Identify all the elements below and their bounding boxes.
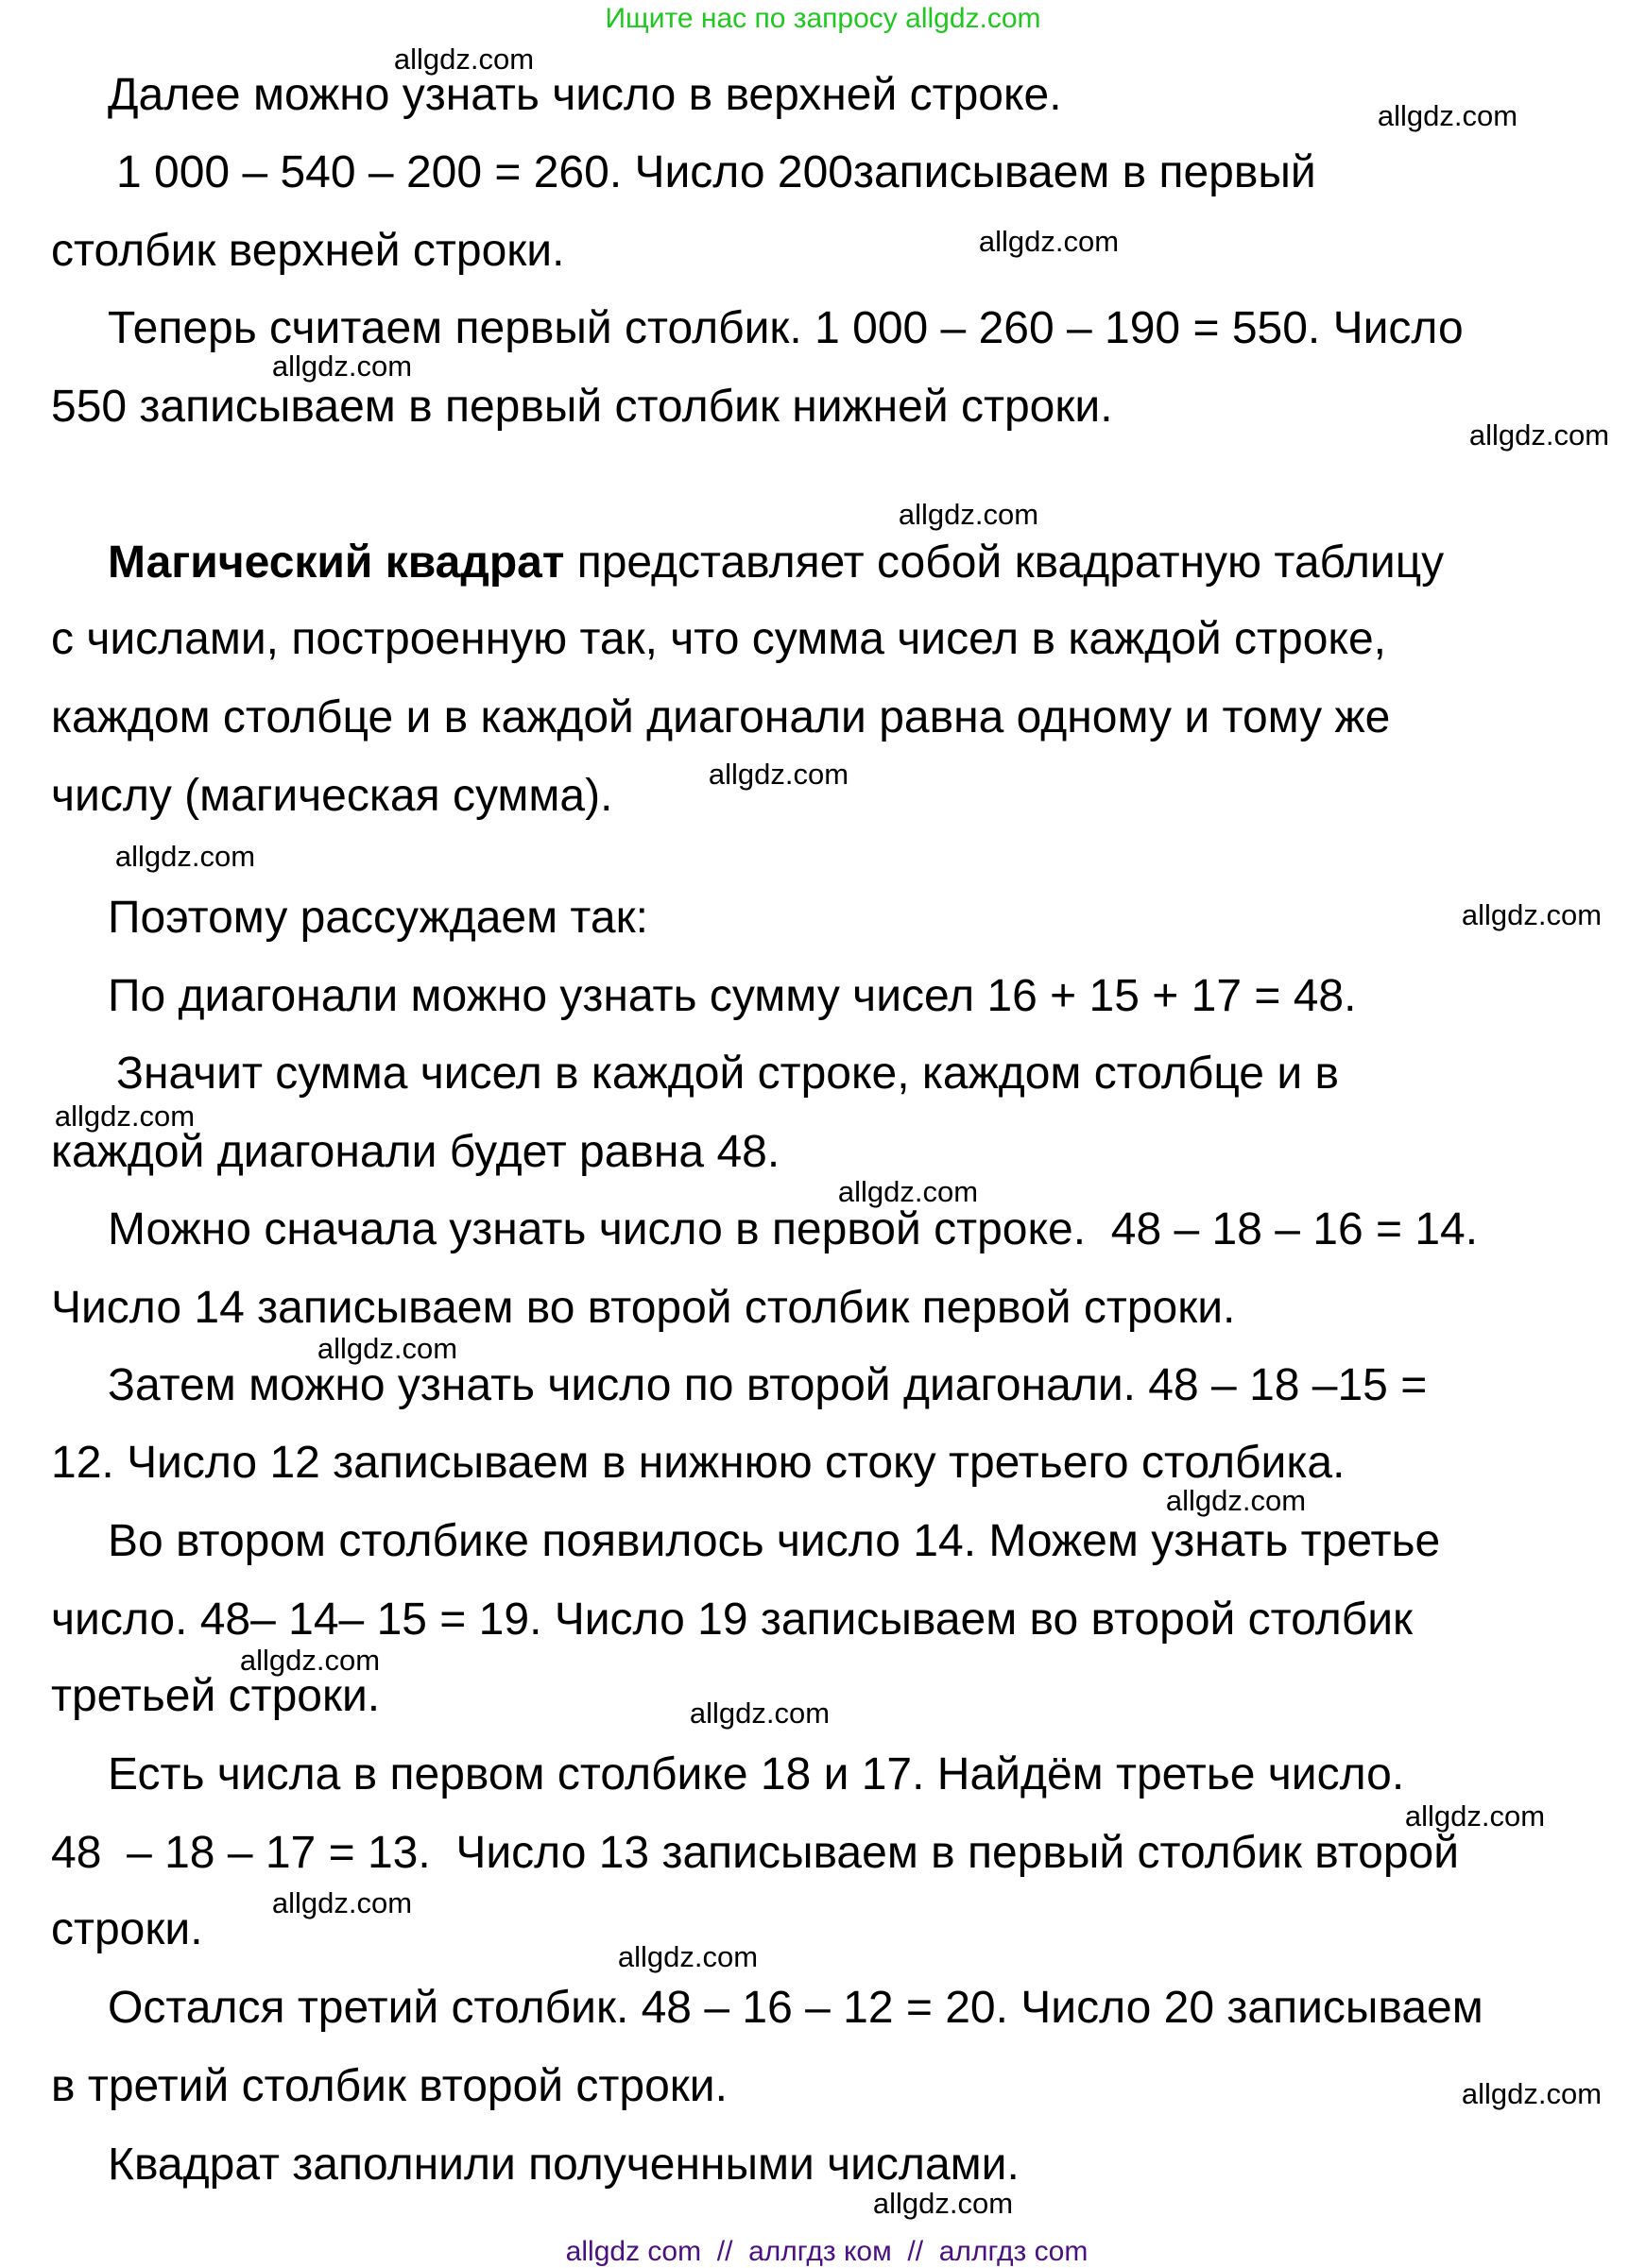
- text-line: [108, 1516, 1441, 1566]
- text-line-content: Можно сначала узнать число в первой строке. 48 – 18 – 16 = 14.: [108, 1204, 1479, 1254]
- watermark: allgdz.com: [317, 1332, 458, 1365]
- text-line-content: Квадрат заполнили полученными числами.: [108, 2140, 1020, 2190]
- text-line: [51, 1828, 1460, 1878]
- text-line: [108, 971, 1357, 1021]
- watermark: allgdz.com: [271, 1886, 413, 1919]
- text-line: [108, 537, 1445, 588]
- text-line: [108, 1360, 1428, 1410]
- text-line-content: число. 48– 14– 15 = 19. Число 19 записываем во второй столбик: [51, 1594, 1414, 1645]
- text-line-content: 48 – 18 – 17 = 13. Число 13 записываем в первый столбик второй: [51, 1828, 1460, 1878]
- watermark: allgdz.com: [1468, 418, 1610, 452]
- text-line-content: Значит сумма чисел в каждой строке, каждом столбце и в: [116, 1049, 1339, 1099]
- text-line: [108, 303, 1464, 353]
- text-line: [51, 1438, 1346, 1488]
- text-line: [51, 771, 613, 821]
- watermark: allgdz.com: [837, 1175, 979, 1208]
- watermark: allgdz.com: [617, 1940, 759, 1973]
- text-line: [108, 895, 648, 941]
- text-line: [51, 1904, 203, 1954]
- watermark: allgdz.com: [978, 225, 1120, 258]
- watermark: allgdz.com: [114, 840, 256, 873]
- text-line: [51, 614, 1386, 664]
- text-line: [108, 1983, 1483, 2033]
- text-line: [51, 1283, 1236, 1333]
- text-line-content: Во втором столбике появилось число 14. Можем узнать третье: [108, 1516, 1441, 1566]
- text-line-content: Число 14 записываем во второй столбик первой строки.: [51, 1283, 1236, 1333]
- watermark: allgdz.com: [708, 758, 849, 791]
- text-line-content: По диагонали можно узнать сумму чисел 16 + 15 + 17 = 48.: [108, 971, 1357, 1021]
- header-search-hint: Ищите нас по запросу allgdz.com: [605, 3, 1041, 34]
- text-line: [108, 70, 1062, 120]
- text-line-content: строки.: [51, 1904, 203, 1954]
- text-line: [108, 2142, 1020, 2188]
- text-line: [116, 1051, 1339, 1097]
- watermark: allgdz.com: [393, 43, 535, 76]
- watermark: allgdz.com: [689, 1697, 831, 1730]
- text-line-content: представляет собой квадратную таблицу: [564, 537, 1445, 588]
- text-line-content: Теперь считаем первый столбик. 1 000 – 260 – 190 = 550. Число: [108, 303, 1464, 353]
- text-line: [51, 1671, 381, 1721]
- text-line: [51, 226, 565, 276]
- text-line: [108, 1204, 1479, 1254]
- text-line: [116, 147, 1316, 197]
- text-line: [51, 692, 1391, 742]
- watermark: allgdz.com: [239, 1644, 381, 1677]
- text-line-content: Есть числа в первом столбике 18 и 17. Найдём третье число.: [108, 1749, 1405, 1799]
- watermark: allgdz.com: [54, 1100, 196, 1133]
- text-line-content: столбик верхней строки.: [51, 226, 565, 276]
- watermark: allgdz.com: [271, 350, 413, 383]
- text-line-content: Далее можно узнать число в верхней строке.: [108, 70, 1062, 120]
- text-line-content: 1 000 – 540 – 200 = 260. Число 200записываем в первый: [116, 147, 1316, 197]
- watermark: allgdz.com: [1165, 1484, 1307, 1517]
- text-line-content: Остался третий столбик. 48 – 16 – 12 = 20. Число 20 записываем: [108, 1983, 1483, 2033]
- watermark: allgdz.com: [898, 498, 1039, 531]
- watermark: allgdz.com: [1377, 99, 1518, 132]
- text-line-content: каждой диагонали будет равна 48.: [51, 1127, 780, 1177]
- text-line-content: 12. Число 12 записываем в нижнюю стоку третьего столбика.: [51, 1438, 1346, 1488]
- text-line-content: в третий столбик второй строки.: [51, 2061, 728, 2111]
- text-line-content: третьей строки.: [51, 1671, 381, 1721]
- text-line: [51, 1594, 1414, 1645]
- watermark: allgdz.com: [1461, 898, 1603, 931]
- text-line-content: числу (магическая сумма).: [51, 771, 613, 821]
- watermark: allgdz.com: [1404, 1799, 1546, 1833]
- text-line-content: Затем можно узнать число по второй диагонали. 48 – 18 –15 =: [108, 1360, 1428, 1410]
- watermark: allgdz.com: [1461, 2077, 1603, 2110]
- text-line-content: каждом столбце и в каждой диагонали равна одному и тому же: [51, 692, 1391, 742]
- footer-watermark: allgdz com // аллгдз ком // аллгдз com: [565, 2236, 1089, 2267]
- text-line: [51, 384, 1113, 430]
- term-bold: Магический квадрат: [108, 537, 565, 588]
- watermark: allgdz.com: [872, 2187, 1014, 2220]
- text-line-content: Поэтому рассуждаем так:: [108, 893, 648, 943]
- text-line-content: с числами, построенную так, что сумма чисел в каждой строке,: [51, 614, 1386, 664]
- text-line: [51, 2061, 728, 2111]
- text-line-content: 550 записываем в первый столбик нижней строки.: [51, 382, 1113, 432]
- text-line: [108, 1749, 1405, 1799]
- text-line: [51, 1127, 780, 1177]
